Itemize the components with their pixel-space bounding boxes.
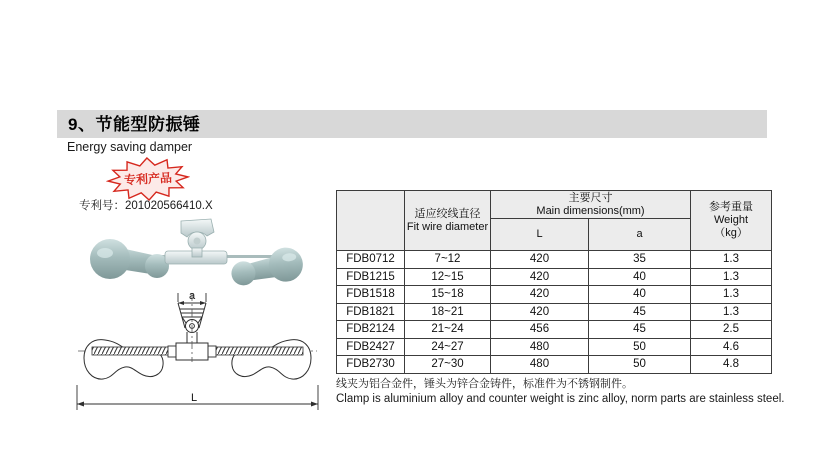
model-cell: FDB1518 — [337, 286, 405, 304]
header-fit-wire — [405, 191, 491, 251]
photo-left-weight — [90, 239, 169, 279]
value-cell: 12~15 — [405, 268, 491, 286]
drawing-right-weight — [232, 340, 311, 379]
note-en: Clamp is aluminium alloy and counter weight is zinc alloy, norm parts are stainless steel. — [336, 393, 785, 405]
value-cell: 1.3 — [691, 251, 772, 269]
value-cell: 1.3 — [691, 286, 772, 304]
header-fit-wire-en: Fit wire diameter — [406, 220, 489, 233]
header-dim-l: L — [491, 219, 589, 251]
value-cell: 2.5 — [691, 321, 772, 339]
drawing-left-weight — [84, 340, 163, 379]
value-cell: 420 — [491, 303, 589, 321]
model-cell: FDB0712 — [337, 251, 405, 269]
spec-table — [336, 190, 772, 374]
header-weight-en: Weight — [713, 214, 749, 226]
table-row — [337, 268, 772, 286]
spec-table-header — [337, 191, 772, 251]
value-cell: 40 — [589, 268, 691, 286]
note-zh: 线夹为铝合金件，锤头为锌合金铸件，标准件为不锈钢制件。 — [336, 378, 633, 390]
value-cell: 50 — [589, 356, 691, 374]
model-cell: FDB1215 — [337, 268, 405, 286]
value-cell: 24~27 — [405, 338, 491, 356]
photo-right-weight — [230, 246, 305, 286]
dimension-a — [178, 290, 206, 305]
dim-l-label: L — [190, 392, 198, 404]
value-cell: 4.8 — [691, 356, 772, 374]
value-cell: 40 — [589, 286, 691, 304]
value-cell: 1.3 — [691, 303, 772, 321]
table-row — [337, 321, 772, 339]
patent-number: 专利号：201020566410.X — [79, 200, 213, 212]
value-cell: 50 — [589, 338, 691, 356]
header-row-1 — [337, 191, 772, 219]
dim-a-label: a — [188, 290, 196, 302]
header-weight-unit: （kg） — [714, 227, 748, 239]
header-main-dims-zh: 主要尺寸 — [568, 191, 613, 204]
table-row — [337, 303, 772, 321]
value-cell: 45 — [589, 303, 691, 321]
header-main-dims-en: Main dimensions(mm) — [536, 204, 645, 217]
dimension-l — [77, 385, 318, 410]
value-cell: 1.3 — [691, 268, 772, 286]
value-cell: 480 — [491, 338, 589, 356]
header-fit-wire-zh: 适应绞线直径 — [414, 207, 481, 220]
value-cell: 45 — [589, 321, 691, 339]
value-cell: 21~24 — [405, 321, 491, 339]
value-cell: 18~21 — [405, 303, 491, 321]
technical-drawing — [70, 290, 325, 414]
spec-table-body — [337, 251, 772, 374]
value-cell: 15~18 — [405, 286, 491, 304]
value-cell: 420 — [491, 286, 589, 304]
value-cell: 35 — [589, 251, 691, 269]
table-row — [337, 286, 772, 304]
header-model — [337, 191, 405, 251]
value-cell: 7~12 — [405, 251, 491, 269]
value-cell: 480 — [491, 356, 589, 374]
model-cell: FDB2124 — [337, 321, 405, 339]
value-cell: 27~30 — [405, 356, 491, 374]
section-title-bar — [57, 110, 767, 138]
section-subtitle: Energy saving damper — [67, 140, 193, 154]
header-weight — [691, 191, 772, 251]
value-cell: 420 — [491, 268, 589, 286]
value-cell: 456 — [491, 321, 589, 339]
material-notes — [336, 377, 786, 407]
header-dim-a: a — [589, 219, 691, 251]
patent-badge-label: 专利产品 — [123, 170, 173, 188]
header-weight-zh: 参考重量 — [709, 201, 754, 213]
section-title: 9、节能型防振锤 — [68, 115, 201, 134]
table-row — [337, 338, 772, 356]
value-cell: 420 — [491, 251, 589, 269]
header-main-dims — [491, 191, 691, 219]
product-photo — [85, 215, 315, 300]
model-cell: FDB2730 — [337, 356, 405, 374]
value-cell: 4.6 — [691, 338, 772, 356]
table-row — [337, 356, 772, 374]
model-cell: FDB2427 — [337, 338, 405, 356]
model-cell: FDB1821 — [337, 303, 405, 321]
table-row — [337, 251, 772, 269]
